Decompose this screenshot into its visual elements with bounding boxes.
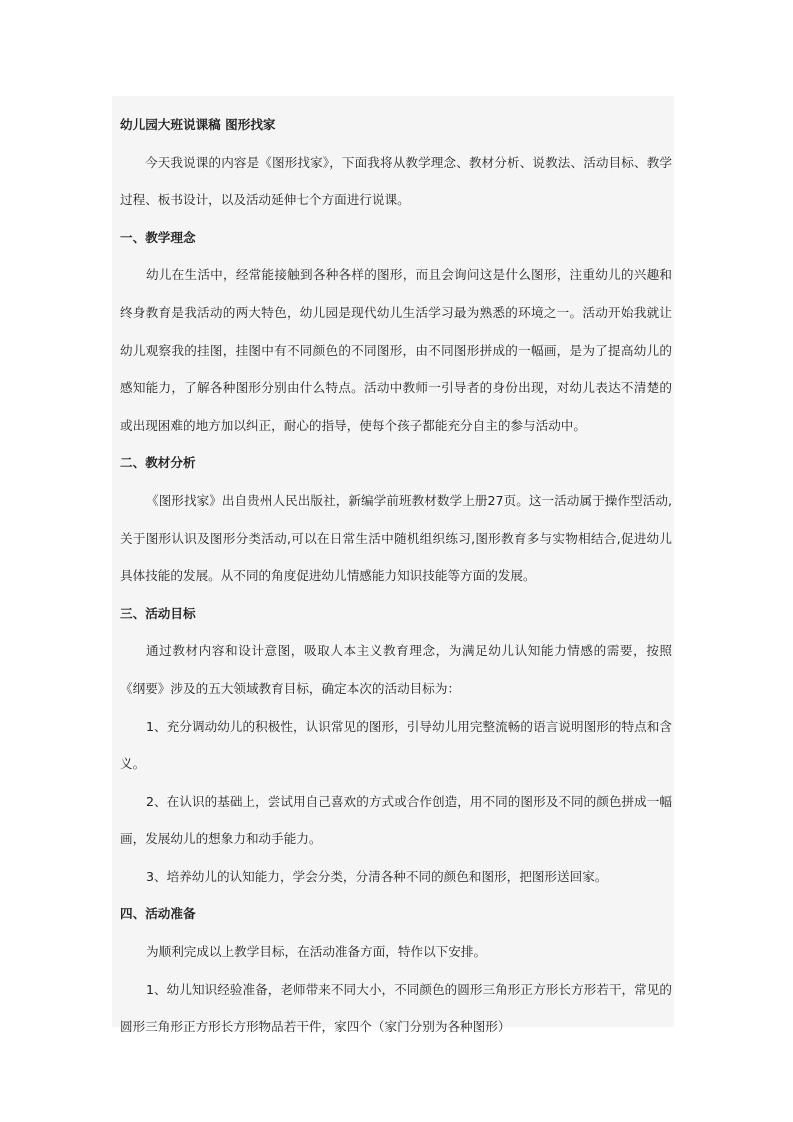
document-page bbox=[112, 96, 674, 1035]
paragraph-goals-intro: 通过教材内容和设计意图，吸取人本主义教育理念，为满足幼儿认知能力情感的需要，按照《纲要》涉及的五大领域教育目标，确定本次的活动目标为： bbox=[120, 643, 672, 696]
section-heading-activity-preparation: 四、活动准备 bbox=[120, 906, 196, 922]
section-heading-material-analysis: 二、教材分析 bbox=[120, 455, 196, 471]
section-heading-teaching-philosophy: 一、教学理念 bbox=[120, 229, 196, 245]
goal-item-3: 3、培养幼儿的认知能力，学会分类，分清各种不同的颜色和图形，把图形送回家。 bbox=[146, 868, 608, 884]
paragraph-preparation-intro: 为顺利完成以上教学目标，在活动准备方面，特作以下安排。 bbox=[146, 944, 487, 960]
document-title: 幼儿园大班说课稿 图形找家 bbox=[120, 117, 276, 132]
intro-paragraph: 今天我说课的内容是《图形找家》，下面我将从教学理念、教材分析、说教法、活动目标、教学过程、板书设计，以及活动延伸七个方面进行说课。 bbox=[120, 154, 672, 208]
document-body bbox=[120, 106, 672, 1046]
goal-item-2: 2、在认识的基础上，尝试用自己喜欢的方式或合作创造，用不同的图形及不同的颜色拼成一幅画，发展幼儿的想象力和动手能力。 bbox=[120, 793, 672, 847]
paragraph-material-analysis: 《图形找家》出自贵州人民出版社，新编学前班教材数学上册27页。这一活动属于操作型活动,关于图形认识及图形分类活动,可以在日常生活中随机组织练习,图形教育多与实物相结合,促进幼儿具体技能的发展。从不同的角度促进幼儿情感能力知识技能等方面的发展。 bbox=[120, 492, 672, 584]
goal-item-1: 1、充分调动幼儿的积极性，认识常见的图形，引导幼儿用完整流畅的语言说明图形的特点和含义。 bbox=[120, 718, 672, 772]
preparation-item-1: 1、幼儿知识经验准备，老师带来不同大小，不同颜色的圆形三角形正方形长方形若干，常见的圆形三角形正方形长方形物品若干件，家四个（家门分别为各种图形） bbox=[120, 981, 672, 1035]
paragraph-teaching-philosophy: 幼儿在生活中，经常能接触到各种各样的图形，而且会询问这是什么图形，注重幼儿的兴趣和终身教育是我活动的两大特色，幼儿园是现代幼儿生活学习最为熟悉的环境之一。活动开始我就让幼儿观察我的挂图，挂图中有不同颜色的不同图形，由不同图形拼成的一幅画，是为了提高幼儿的感知能力，了解各种图形分别由什么特点。活动中教师一引导者的身份出现，对幼儿表达不清楚的或出现困难的地方加以纠正，耐心的指导，使每个孩子都能充分自主的参与活动中。 bbox=[120, 267, 672, 433]
section-heading-activity-goals: 三、活动目标 bbox=[120, 605, 196, 621]
